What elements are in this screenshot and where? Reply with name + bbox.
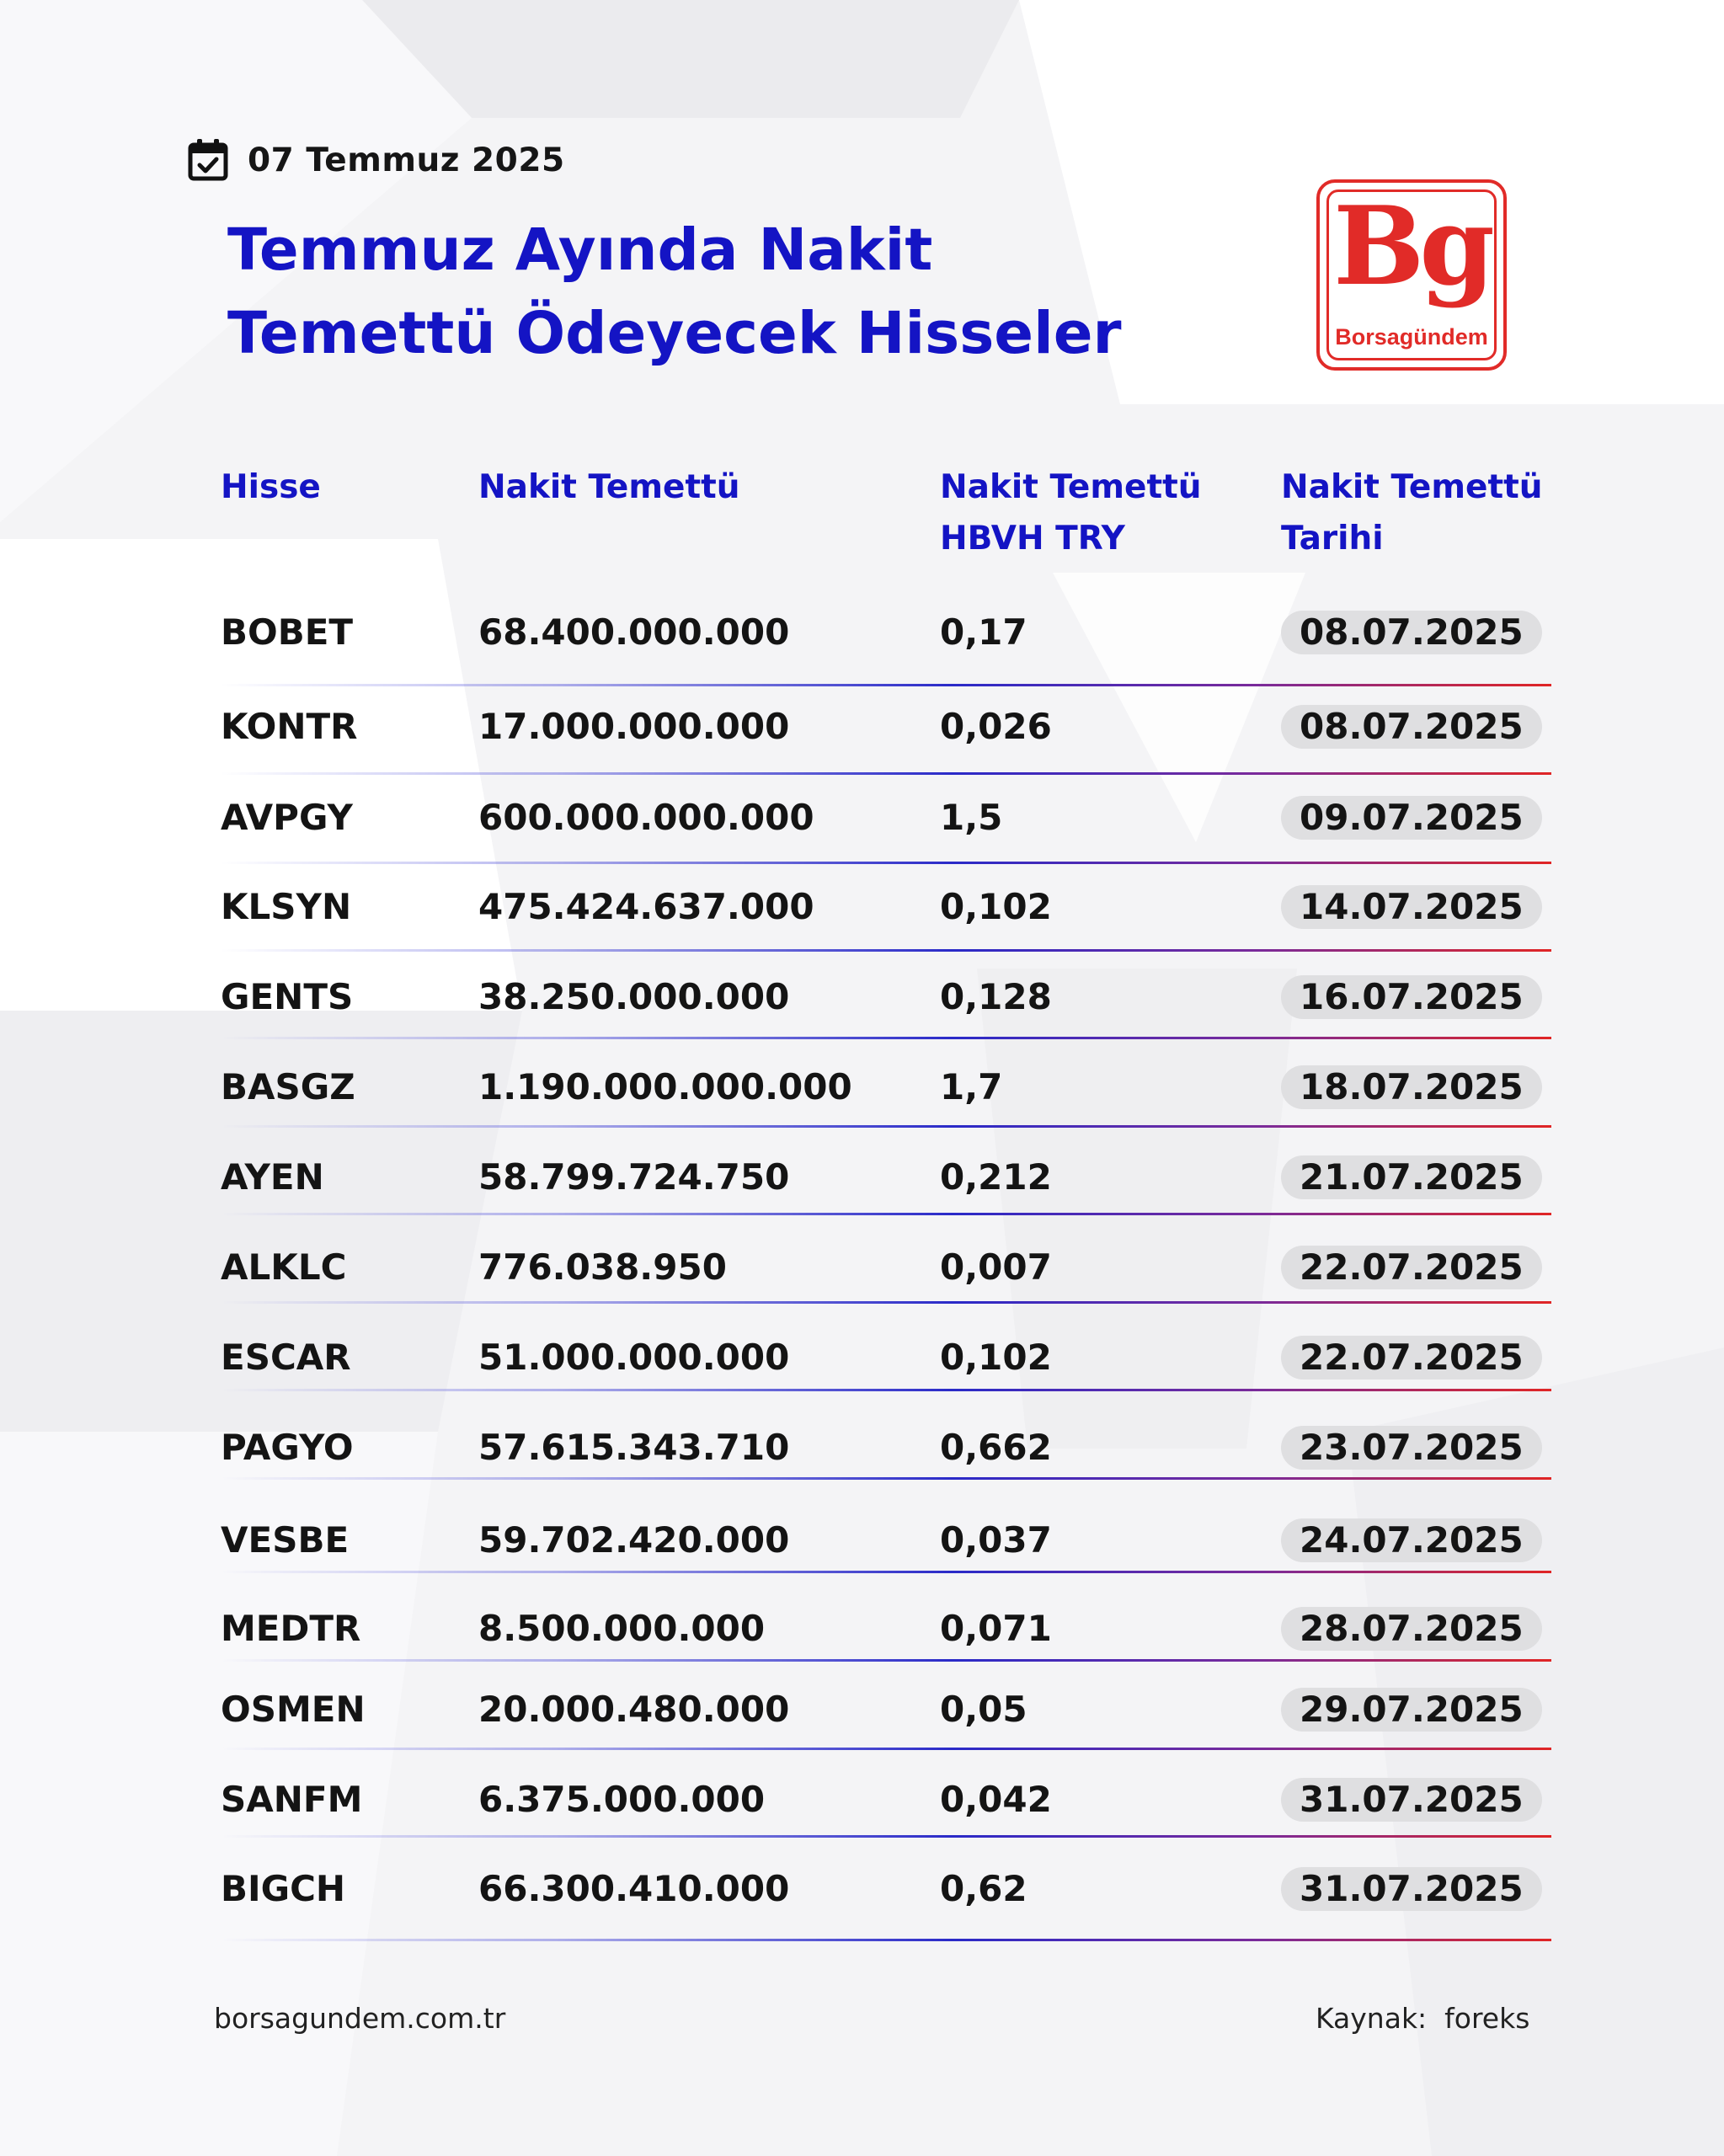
payment-date-pill: 31.07.2025 [1281, 1778, 1542, 1822]
ticker-cell: AYEN [221, 1156, 324, 1198]
dividend-per-share-cell: 0,212 [940, 1156, 1052, 1198]
column-header-tarih-line-1: Nakit Temettü [1281, 468, 1543, 506]
dividend-per-share-cell: 0,102 [940, 1337, 1052, 1378]
dividend-per-share-cell: 0,026 [940, 706, 1052, 747]
ticker-cell: MEDTR [221, 1608, 361, 1649]
payment-date-pill: 29.07.2025 [1281, 1688, 1542, 1732]
dividend-amount-cell: 776.038.950 [478, 1246, 727, 1288]
ticker-cell: KONTR [221, 706, 358, 747]
dividend-amount-cell: 57.615.343.710 [478, 1427, 790, 1468]
column-header-hbvh-line-1: Nakit Temettü [940, 468, 1202, 506]
page-title-line-2: Temettü Ödeyecek Hisseler [227, 300, 1122, 367]
dividend-amount-cell: 600.000.000.000 [478, 797, 814, 838]
logo-name: Borsagündem [1335, 324, 1488, 350]
payment-date-pill: 09.07.2025 [1281, 796, 1542, 840]
dividend-per-share-cell: 0,662 [940, 1427, 1052, 1468]
footer-source: Kaynak: foreks [1316, 2002, 1530, 2035]
dividend-per-share-cell: 1,5 [940, 797, 1003, 838]
row-divider [221, 1389, 1551, 1391]
page-title [227, 209, 1122, 376]
ticker-cell: OSMEN [221, 1689, 366, 1730]
payment-date-pill: 23.07.2025 [1281, 1426, 1542, 1470]
row-divider [221, 684, 1551, 686]
row-divider [221, 1037, 1551, 1039]
dividend-per-share-cell: 0,17 [940, 611, 1027, 653]
payment-date-pill: 24.07.2025 [1281, 1518, 1542, 1562]
dividend-per-share-cell: 0,071 [940, 1608, 1052, 1649]
ticker-cell: ESCAR [221, 1337, 351, 1378]
row-divider [221, 862, 1551, 864]
ticker-cell: GENTS [221, 976, 354, 1017]
payment-date-pill: 22.07.2025 [1281, 1246, 1542, 1289]
date-line [187, 136, 565, 184]
borsagundem-logo [1316, 179, 1507, 371]
logo-mark: Bg [1333, 184, 1490, 310]
dividend-amount-cell: 6.375.000.000 [478, 1779, 766, 1820]
dividend-per-share-cell: 0,62 [940, 1868, 1027, 1909]
column-header-hisse [221, 462, 321, 513]
ticker-cell: KLSYN [221, 886, 352, 927]
publish-date: 07 Temmuz 2025 [248, 141, 565, 179]
dividend-per-share-cell: 0,05 [940, 1689, 1027, 1730]
column-header-hisse-line-1: Hisse [221, 468, 321, 506]
dividend-amount-cell: 8.500.000.000 [478, 1608, 766, 1649]
column-header-nakit-temettu-line-1: Nakit Temettü [478, 468, 740, 506]
payment-date-pill: 08.07.2025 [1281, 611, 1542, 654]
dividend-amount-cell: 59.702.420.000 [478, 1519, 790, 1561]
payment-date-pill: 28.07.2025 [1281, 1607, 1542, 1651]
ticker-cell: VESBE [221, 1519, 350, 1561]
payment-date-pill: 18.07.2025 [1281, 1065, 1542, 1109]
payment-date-pill: 16.07.2025 [1281, 975, 1542, 1019]
ticker-cell: ALKLC [221, 1246, 347, 1288]
row-divider [221, 1748, 1551, 1750]
dividend-amount-cell: 475.424.637.000 [478, 886, 814, 927]
calendar-check-icon [187, 138, 229, 182]
dividend-per-share-cell: 0,128 [940, 976, 1052, 1017]
dividend-per-share-cell: 0,037 [940, 1519, 1052, 1561]
dividend-per-share-cell: 0,007 [940, 1246, 1052, 1288]
dividend-amount-cell: 38.250.000.000 [478, 976, 790, 1017]
row-divider [221, 1125, 1551, 1128]
column-header-hbvh-line-2: HBVH TRY [940, 520, 1125, 558]
dividend-per-share-cell: 0,102 [940, 886, 1052, 927]
dividend-amount-cell: 66.300.410.000 [478, 1868, 790, 1909]
row-divider [221, 1213, 1551, 1215]
dividend-amount-cell: 1.190.000.000.000 [478, 1066, 852, 1107]
column-header-tarih [1281, 462, 1543, 564]
ticker-cell: BASGZ [221, 1066, 355, 1107]
payment-date-pill: 31.07.2025 [1281, 1867, 1542, 1911]
column-header-hbvh [940, 462, 1202, 564]
dividend-per-share-cell: 1,7 [940, 1066, 1003, 1107]
ticker-cell: SANFM [221, 1779, 363, 1820]
payment-date-pill: 21.07.2025 [1281, 1155, 1542, 1199]
dividend-amount-cell: 58.799.724.750 [478, 1156, 790, 1198]
column-header-nakit-temettu [478, 462, 740, 513]
row-divider [221, 1939, 1551, 1941]
dividend-amount-cell: 20.000.480.000 [478, 1689, 790, 1730]
row-divider [221, 1301, 1551, 1304]
row-divider [221, 772, 1551, 775]
dividend-amount-cell: 68.400.000.000 [478, 611, 790, 653]
ticker-cell: AVPGY [221, 797, 353, 838]
row-divider [221, 1835, 1551, 1838]
dividend-per-share-cell: 0,042 [940, 1779, 1052, 1820]
payment-date-pill: 08.07.2025 [1281, 705, 1542, 749]
ticker-cell: BIGCH [221, 1868, 346, 1909]
dividend-amount-cell: 51.000.000.000 [478, 1337, 790, 1378]
page-title-line-1: Temmuz Ayında Nakit [227, 216, 933, 284]
row-divider [221, 1477, 1551, 1480]
payment-date-pill: 14.07.2025 [1281, 885, 1542, 929]
column-header-tarih-line-2: Tarihi [1281, 520, 1384, 558]
payment-date-pill: 22.07.2025 [1281, 1336, 1542, 1380]
row-divider [221, 1659, 1551, 1662]
footer-website: borsagundem.com.tr [214, 2002, 506, 2035]
row-divider [221, 949, 1551, 952]
ticker-cell: BOBET [221, 611, 354, 653]
ticker-cell: PAGYO [221, 1427, 354, 1468]
dividend-amount-cell: 17.000.000.000 [478, 706, 790, 747]
row-divider [221, 1571, 1551, 1573]
